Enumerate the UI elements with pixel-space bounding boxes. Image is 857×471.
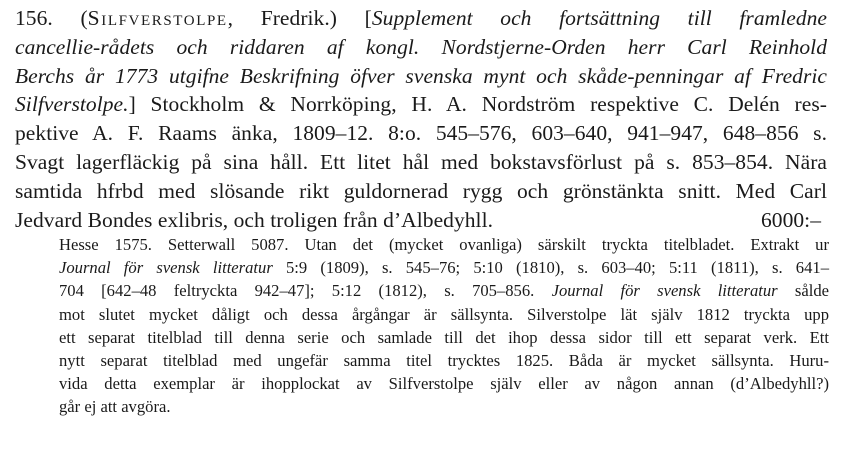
title-bracket-close: ] — [128, 92, 136, 117]
entry-line-4 — [15, 90, 827, 119]
note-line-5: ett separat titelblad till denna serie och samlade till det ihop dessa sidor till ett separat verk. Ett — [59, 327, 829, 347]
note-line-2-text: 5:9 (1809), s. 545–76; 5:10 (1810), s. 603–40; 5:11 (1811), s. 641– — [272, 258, 829, 278]
note-line-6: nytt separat titelblad med ungefär samma titel trycktes 1825. Båda är mycket sällsynta. Huru- — [59, 350, 829, 370]
author-surname: Silfverstolpe — [87, 6, 228, 30]
title-part-4: Silfverstolpe. — [15, 92, 129, 117]
price: 6000:– — [760, 207, 821, 232]
note-line-8: går ej att avgöra. — [59, 397, 171, 417]
note-line-3-end: sålde — [777, 281, 829, 301]
note-line-3 — [59, 279, 829, 302]
entry-line-3 — [15, 62, 827, 91]
note-line-3-text: 704 [642–48 feltryckta 942–47]; 5:12 (1812), s. 705–856. — [59, 281, 535, 301]
journal-title: Journal för svensk litteratur — [551, 281, 778, 301]
catalog-entry — [15, 4, 827, 234]
bibliographic-note — [59, 233, 829, 419]
note-line-4: mot slutet mycket dåligt och dessa årgångar är sällsynta. Silverstolpe lät själv 1812 tryckta upp — [59, 304, 829, 324]
title-part-2: cancellie-rådets och riddaren af kongl. Nordstjerne-Orden herr Carl Reinhold — [15, 34, 827, 59]
title-part-1: Supplement och fortsättning till framledne — [371, 6, 828, 30]
entry-line-5: pektive A. F. Raams änka, 1809–12. 8:o. 545–576, 603–640, 941–947, 648–856 s. — [15, 121, 827, 146]
provenance-text: Jedvard Bondes exlibris, och troligen från d’Albedyhll. — [15, 207, 494, 232]
note-line-7: vida detta exemplar är ihopplockat av Silfverstolpe själv eller av någon annan (d’Albedyhll?) — [59, 374, 829, 394]
note-line-2 — [59, 256, 829, 279]
entry-number: 156. — [15, 6, 53, 30]
journal-title: Journal för svensk litteratur — [59, 258, 273, 278]
entry-line-8 — [15, 206, 827, 235]
entry-line-7: samtida hfrbd med slösande rikt guldornerad rygg och grönstänkta snitt. Med Carl — [15, 178, 827, 203]
entry-line-6: Svagt lagerfläckig på sina håll. Ett litet hål med bokstavsförlust på s. 853–854. Nära — [15, 149, 827, 174]
title-bracket-open: [ — [364, 6, 372, 30]
title-part-3: Berchs år 1773 utgifne Beskrifning öfver svenska mynt och skåde-penningar af Fredric — [15, 63, 827, 88]
imprint-text: Stockholm & Norrköping, H. A. Nordström respektive C. Delén res- — [150, 92, 827, 117]
note-line-1: Hesse 1575. Setterwall 5087. Utan det (mycket ovanliga) särskilt tryckta titelbladet. Extrakt ur — [59, 235, 829, 254]
entry-line-2 — [15, 33, 827, 62]
author-given-name: Fredrik. — [260, 6, 330, 30]
entry-line-1: 156. (Silfverstolpe, Fredrik.) [Supplement och fortsättning till framledne — [15, 6, 828, 30]
